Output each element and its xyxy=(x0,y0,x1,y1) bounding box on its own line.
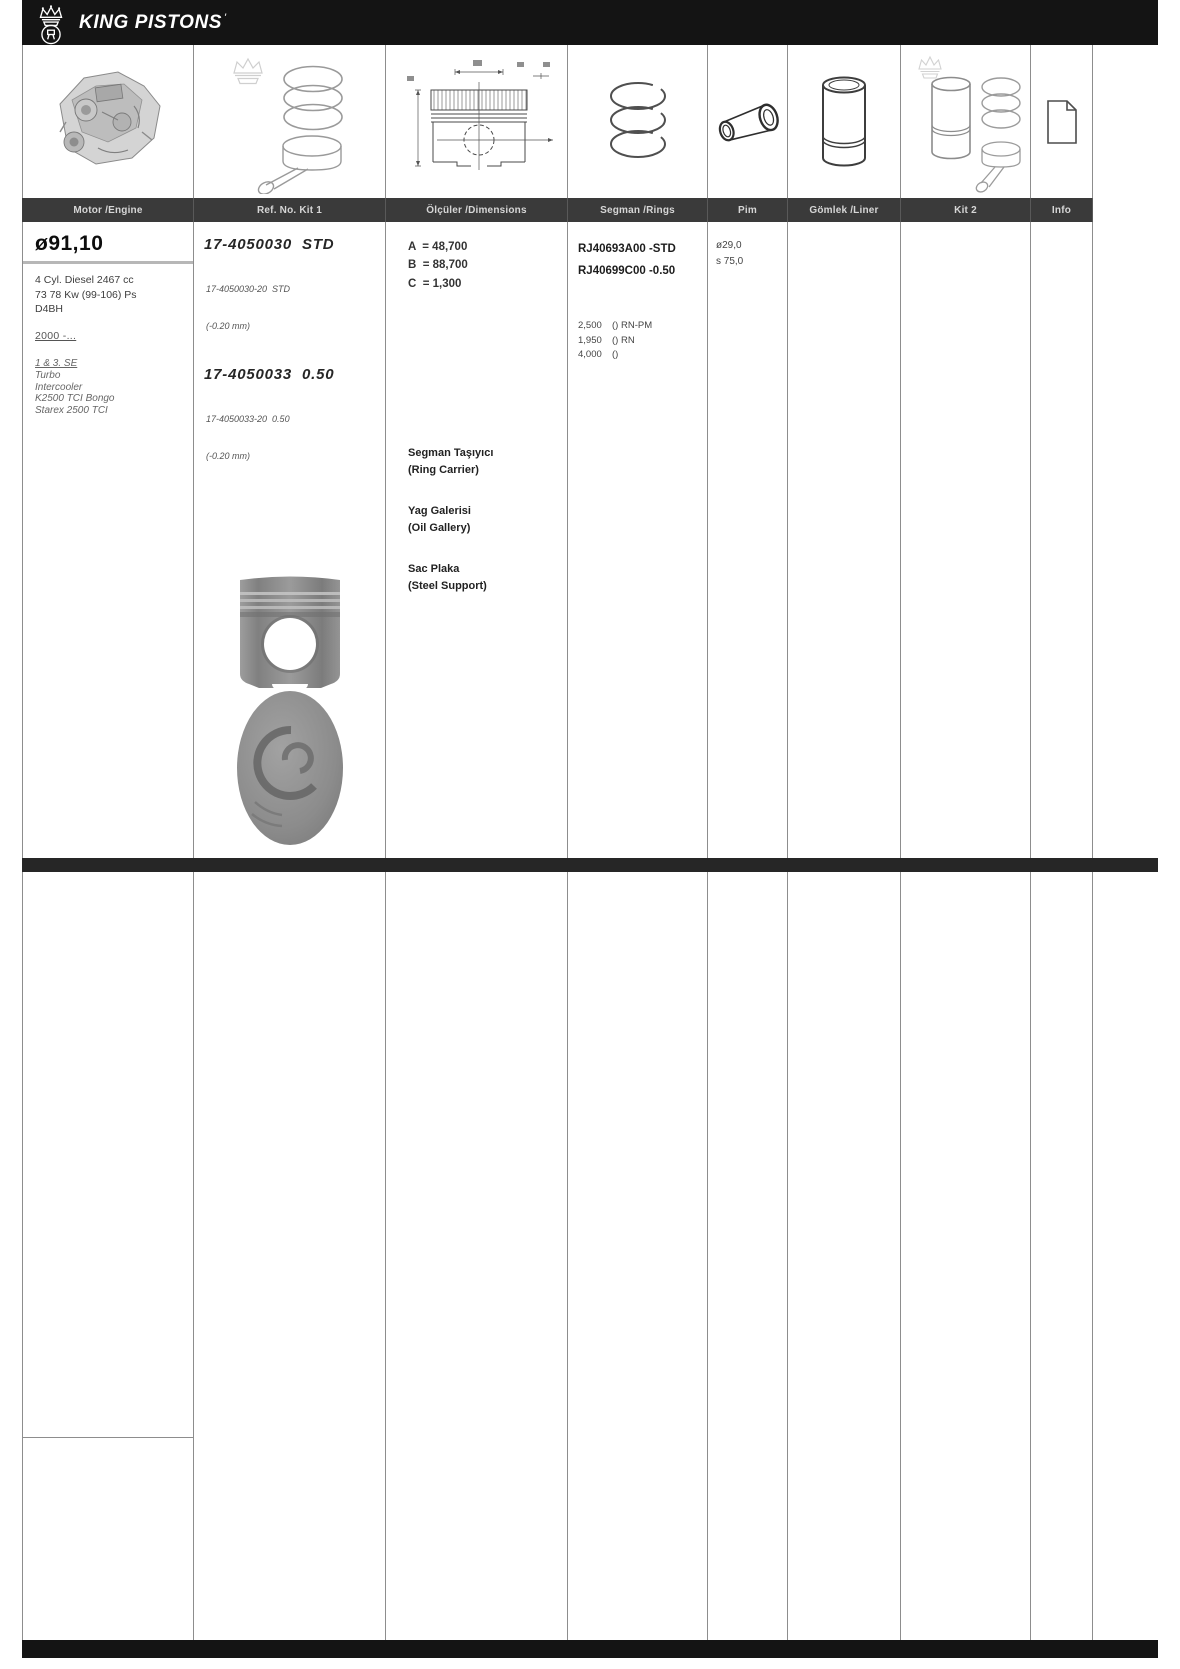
dimension-line: B = 88,700 xyxy=(408,259,468,272)
header-label: Pim xyxy=(738,204,757,216)
empty-cell-kit2 xyxy=(901,872,1031,1640)
piston-dimension-diagram xyxy=(393,54,561,189)
liner-image-cell xyxy=(788,45,901,198)
feature-name-tr: Yag Galerisi xyxy=(408,505,471,518)
empty-cell-motor xyxy=(23,872,194,1640)
dimensions-cell xyxy=(386,222,568,858)
kit2-image-cell xyxy=(901,45,1031,198)
empty-catalog-row xyxy=(22,872,1093,1640)
ref-number-std: 17-4050030 STD xyxy=(204,236,335,253)
kit2-cell xyxy=(901,222,1031,858)
feature-name-en: (Ring Carrier) xyxy=(408,464,479,477)
feature-name-tr: Sac Plaka xyxy=(408,563,460,576)
ref-number-sub: 17-4050033-20 0.50 xyxy=(206,414,290,425)
empty-cell-rings xyxy=(568,872,708,1640)
pin-diameter: ø29,0 xyxy=(716,240,742,251)
header-cell-ref-kit1 xyxy=(194,198,386,222)
engine-spec-line: 73 78 Kw (99-106) Ps xyxy=(35,288,137,301)
header-cell-kit2 xyxy=(901,198,1031,222)
ref-number-note: (-0.20 mm) xyxy=(206,450,251,461)
dimension-line: C = 1,300 xyxy=(408,277,462,290)
ring-size-value: 2,500 xyxy=(578,319,602,331)
ref-number-sub: 17-4050030-20 STD xyxy=(206,284,291,295)
dimensions-diagram-cell xyxy=(386,45,568,198)
left-column-rule xyxy=(23,1437,193,1438)
header-label: Gömlek /Liner xyxy=(809,204,879,216)
header-label: Motor /Engine xyxy=(73,204,143,216)
feature-name-en: (Steel Support) xyxy=(408,580,487,593)
bore-diameter: ø91,10 xyxy=(35,232,104,255)
brand-header-bar xyxy=(22,0,1158,45)
header-label: Ölçüler /Dimensions xyxy=(426,204,527,216)
header-cell-liner xyxy=(788,198,901,222)
info-cell xyxy=(1031,222,1093,858)
ring-part-number: RJ40693A00 -STD xyxy=(578,243,676,255)
brand-name: KING PISTONS xyxy=(79,11,223,33)
piston-product-photo xyxy=(215,572,365,847)
engine-model-line: Starex 2500 TCI xyxy=(35,405,108,417)
piston-pin-icon xyxy=(711,91,785,153)
ring-part-number: RJ40699C00 -0.50 xyxy=(578,265,676,278)
feature-name-en: (Oil Gallery) xyxy=(408,522,471,535)
cylinder-liner-icon xyxy=(820,74,868,170)
crown-watermark-icon xyxy=(234,59,262,84)
header-cell-dimensions xyxy=(386,198,568,222)
dimension-line: A = 48,700 xyxy=(408,241,468,253)
header-label: Info xyxy=(1051,204,1072,216)
ref-number-050: 17-4050033 0.50 xyxy=(204,366,335,384)
empty-cell-pin xyxy=(708,872,788,1640)
pin-length: s 75,0 xyxy=(716,256,744,267)
header-label: Ref. No. Kit 1 xyxy=(256,204,323,216)
pin-image-cell xyxy=(708,45,788,198)
engine-photo-image xyxy=(38,62,178,182)
liner-cell xyxy=(788,222,901,858)
header-cell-info xyxy=(1031,198,1093,222)
rings-cell xyxy=(568,222,708,858)
ring-size-note: () xyxy=(612,349,619,361)
header-label: Segman /Rings xyxy=(600,204,675,216)
kit1-piston-rod-rings-image xyxy=(200,49,380,194)
row-divider-bar xyxy=(22,858,1158,872)
ring-size-note: () RN-PM xyxy=(612,319,653,331)
ring-size-note: () RN xyxy=(612,334,635,346)
brand-trademark: ' xyxy=(224,12,227,23)
engine-model-line: Turbo xyxy=(35,369,61,381)
document-icon xyxy=(1043,98,1081,146)
ref-kit1-cell xyxy=(194,222,386,858)
header-label: Kit 2 xyxy=(954,204,977,216)
engine-model-line: Intercooler xyxy=(35,381,83,393)
header-cell-pin xyxy=(708,198,788,222)
kit1-image-cell xyxy=(194,45,386,198)
column-header-row xyxy=(22,198,1093,222)
header-cell-rings xyxy=(568,198,708,222)
engine-spec-line: 4 Cyl. Diesel 2467 cc xyxy=(35,274,134,286)
ring-size-value: 1,950 xyxy=(578,334,602,346)
empty-cell-liner xyxy=(788,872,901,1640)
engine-spec-line: D4BH xyxy=(35,303,64,316)
empty-cell-ref-kit1 xyxy=(194,872,386,1640)
ref-number-note: (-0.20 mm) xyxy=(206,320,251,331)
production-year: 2000 -... xyxy=(35,330,77,343)
kit2-liner-rings-piston-image xyxy=(905,49,1027,195)
rings-image-cell xyxy=(568,45,708,198)
engine-model-line: K2500 TCI Bongo xyxy=(35,393,115,405)
product-images-row xyxy=(22,45,1093,198)
feature-name-tr: Segman Taşıyıcı xyxy=(408,447,494,460)
bottom-bar xyxy=(22,1640,1158,1658)
ring-size-value: 4,000 xyxy=(578,349,602,361)
engine-models-list xyxy=(35,358,183,417)
engine-model-line: 1 & 3. SE xyxy=(35,358,78,370)
piston-rings-icon xyxy=(602,72,674,172)
crown-piston-logo-icon xyxy=(30,3,72,45)
pin-cell xyxy=(708,222,788,858)
catalog-row xyxy=(22,222,1093,858)
header-cell-motor-engine xyxy=(23,198,194,222)
bore-underline-rule xyxy=(23,261,193,264)
info-image-cell xyxy=(1031,45,1093,198)
ring-sizes-list xyxy=(578,319,703,363)
motor-engine-cell xyxy=(23,222,194,858)
empty-cell-info xyxy=(1031,872,1093,1640)
engine-photo-cell xyxy=(23,45,194,198)
empty-cell-dimensions xyxy=(386,872,568,1640)
